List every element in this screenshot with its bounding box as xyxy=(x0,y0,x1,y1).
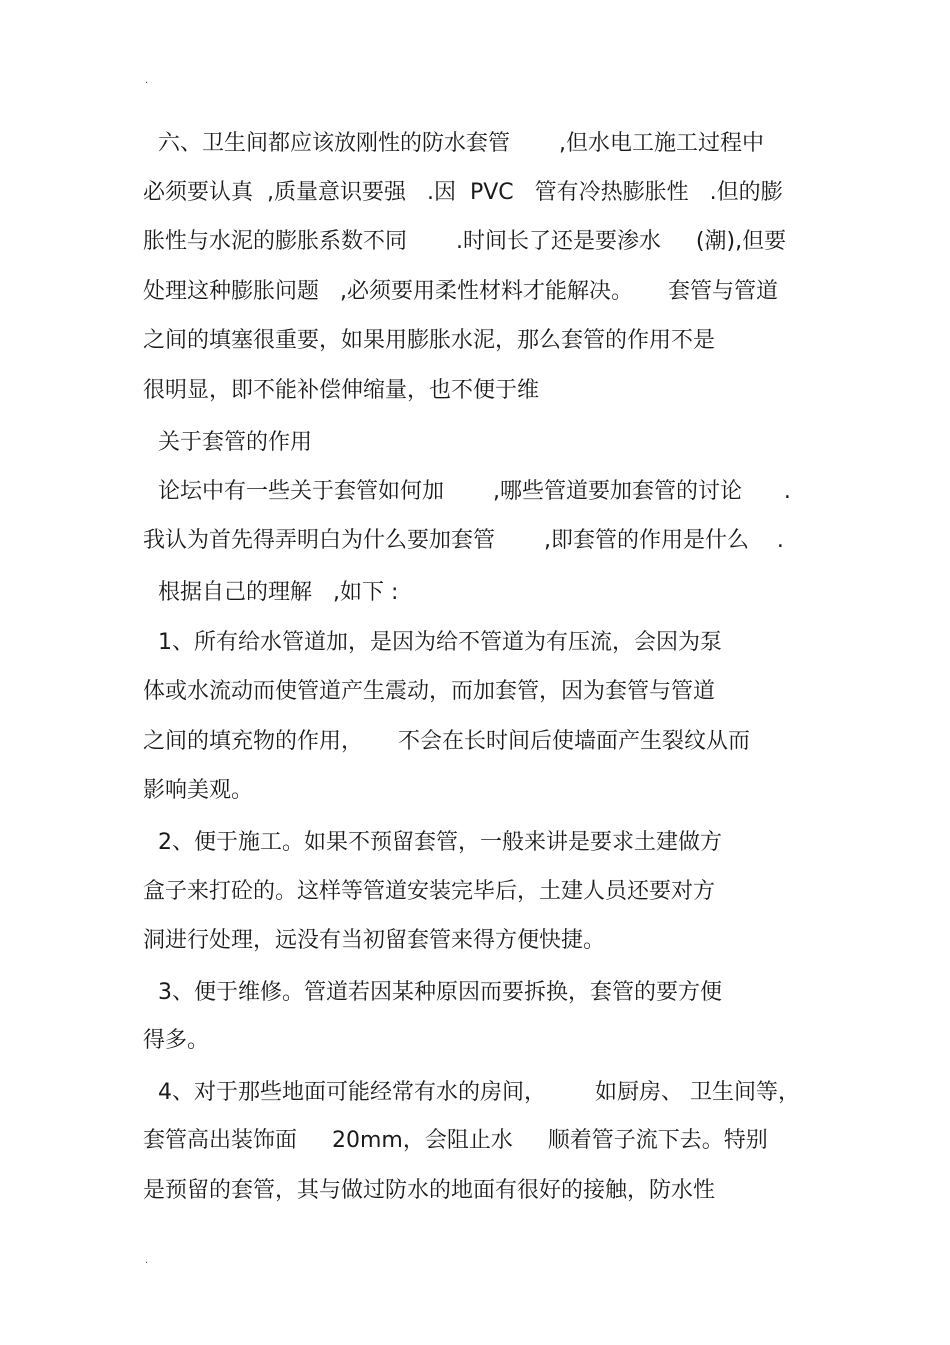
text-line: 得多。 xyxy=(143,1028,210,1053)
text-line: 我认为首先得弄明白为什么要加套管 ,即套管的作用是什么 . xyxy=(143,528,784,553)
text-line: 盒子来打砼的。这样等管道安装完毕后，土建人员还要对方 xyxy=(143,879,716,904)
text-line: 是预留的套管，其与做过防水的地面有很好的接触，防水性 xyxy=(143,1178,716,1203)
section-heading: 关于套管的作用 xyxy=(158,430,313,455)
text-line: 套管高出装饰面 20mm，会阻止水 顺着管子流下去。特别 xyxy=(143,1128,768,1153)
text-line: 根据自己的理解 ,如下 : xyxy=(158,580,399,605)
list-item-2: 2、便于施工。如果不预留套管，一般来讲是要求土建做方 xyxy=(158,830,722,855)
list-item-3: 3、便于维修。管道若因某种原因而要拆换，套管的要方便 xyxy=(158,980,722,1005)
text-line: 很明显，即不能补偿伸缩量，也不便于维 xyxy=(143,378,540,403)
text-line: 影响美观。 xyxy=(143,778,254,803)
text-line: 体或水流动而使管道产生震动，而加套管，因为套管与管道 xyxy=(143,679,716,704)
text-line: 之间的填塞很重要，如果用膨胀水泥，那么套管的作用不是 xyxy=(143,328,716,353)
text-line: 洞进行处理，远没有当初留套管来得方便快捷。 xyxy=(143,928,606,953)
text-line: 之间的填充物的作用， 不会在长时间后使墙面产生裂纹从而 xyxy=(143,729,750,754)
page-top-mark: . xyxy=(145,75,149,86)
text-line: 处理这种膨胀问题 ,必须要用柔性材料才能解决。 套管与管道 xyxy=(143,279,778,304)
list-item-4: 4、对于那些地面可能经常有水的房间， 如厨房、 卫生间等， xyxy=(158,1080,800,1105)
text-line: 论坛中有一些关于套管如何加 ,哪些管道要加套管的讨论 . xyxy=(158,479,791,504)
text-line: 必须要认真 ,质量意识要强 .因 PVC 管有冷热膨胀性 .但的膨 xyxy=(143,180,783,205)
text-line: 六、卫生间都应该放刚性的防水套管 ,但水电工施工过程中 xyxy=(158,131,764,156)
text-line: 胀性与水泥的膨胀系数不同 .时间长了还是要渗水 (潮),但要 xyxy=(143,229,787,254)
list-item-1: 1、所有给水管道加，是因为给不管道为有压流，会因为泵 xyxy=(158,630,722,655)
page-bottom-mark: . xyxy=(145,1255,149,1266)
